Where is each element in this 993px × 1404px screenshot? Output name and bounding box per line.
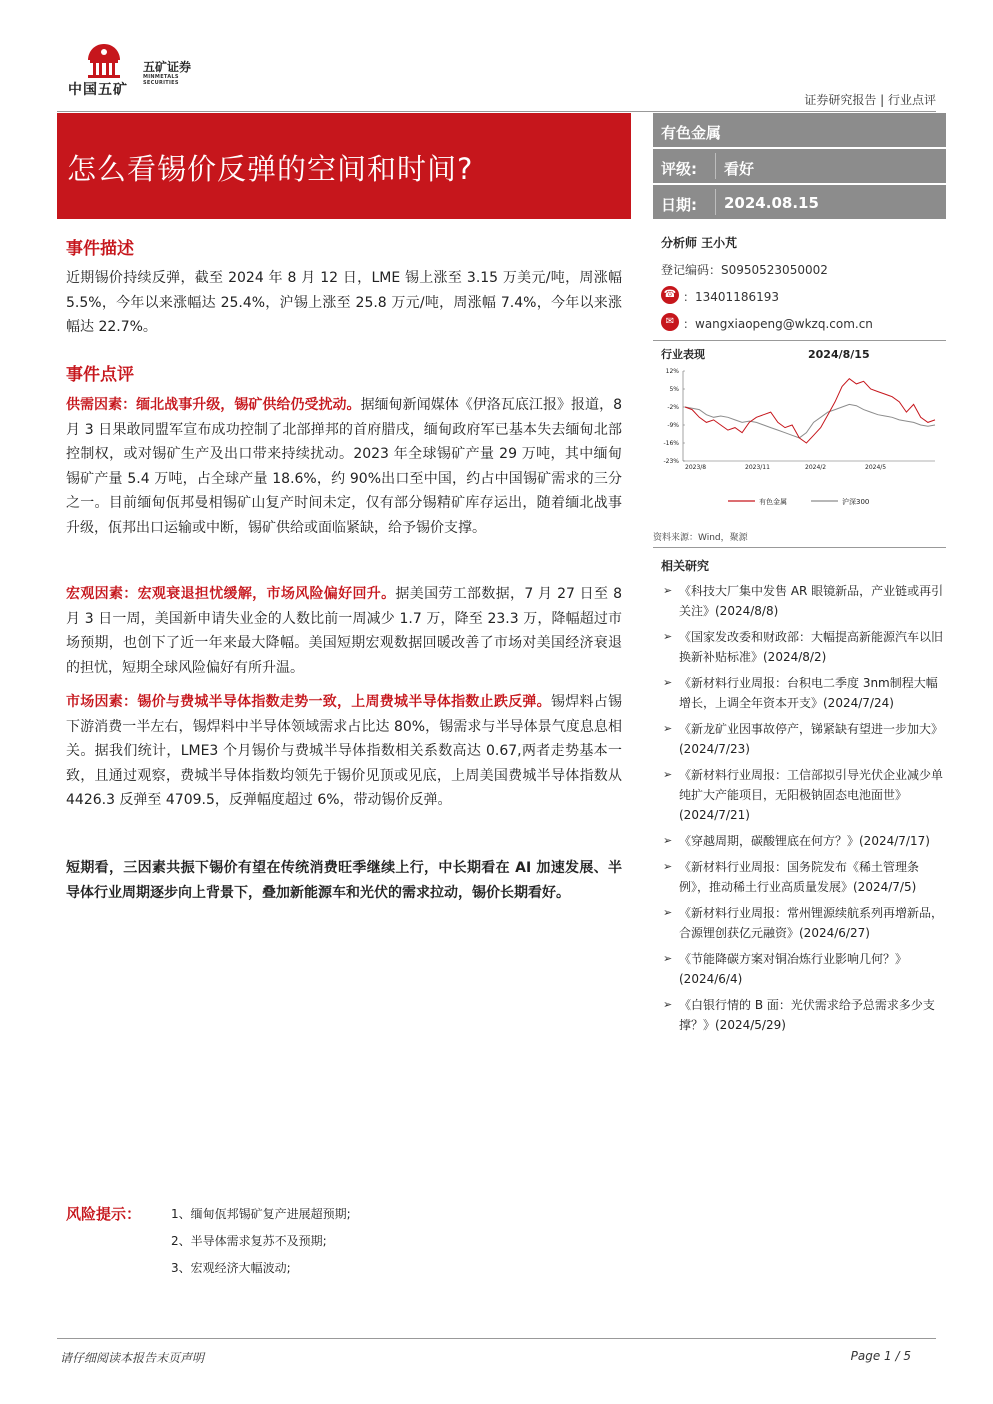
y-tick-label: -9% — [667, 422, 679, 429]
y-tick-label: 5% — [669, 386, 679, 393]
arrow-bullet-icon: ➢ — [663, 768, 673, 781]
series-line — [685, 404, 935, 438]
related-research-item[interactable] — [661, 831, 946, 851]
x-tick-label: 2023/8 — [685, 464, 707, 471]
related-research-item[interactable] — [661, 765, 946, 825]
rating-label: 评级: — [661, 160, 697, 178]
risk-item: 1、缅甸佤邦锡矿复产进展超预期; — [171, 1207, 351, 1221]
chart-date: 2024/8/15 — [808, 348, 870, 361]
page-title: 怎么看锡价反弹的空间和时间? — [67, 152, 474, 186]
event-text: 近期锡价持续反弹，截至 2024 年 8 月 12 日，LME 锡上涨至 3.15 万美元/吨，周涨幅 5.5%，今年以来涨幅达 25.4%，沪锡上涨至 25.8 万元/吨，周涨幅 7.4%，今年以来涨幅达 22.7%。 — [66, 270, 622, 335]
title-banner — [57, 113, 631, 219]
email-address[interactable]: wangxiaopeng@wkzq.com.cn — [695, 317, 873, 331]
phone-icon: ☎ — [661, 286, 679, 304]
arrow-bullet-icon: ➢ — [663, 584, 673, 597]
industry-row — [653, 113, 946, 147]
brand-name: 五矿证券 — [143, 60, 192, 74]
industry-performance-chart — [653, 343, 946, 533]
footer-divider — [57, 1338, 936, 1339]
x-tick-label: 2024/5 — [865, 464, 887, 471]
paragraph-body: 据缅甸新闻媒体《伊洛瓦底江报》报道，8 月 3 日果敢同盟军宣布成功控制了北部掸邦的首府腊戌，缅甸政府军已基本失去缅甸北部控制权，或对锡矿生产及出口带来持续扰动。2023 年全球锡矿产量 29 万吨，其中缅甸锡矿产量 5.4 万吨，占全球产量 18.6%，约 90%出口至中国，约占中国锡矿需求的三分之一。目前缅甸佤邦曼相锡矿山复产时间未定，仅有部分锡精矿库存运出，随着缅北战事升级，佤邦出口运输或中断，锡矿供给或面临紧缺，给予锡价支撑。 — [66, 397, 623, 536]
header-divider — [57, 111, 936, 112]
y-tick-label: -23% — [663, 458, 679, 465]
comment-paragraph-supply — [66, 393, 622, 540]
chart-title: 行业表现 — [661, 348, 705, 361]
related-research-title: 《国家发改委和财政部：大幅提高新能源汽车以旧换新补贴标准》(2024/8/2) — [679, 630, 944, 664]
legend-label: 沪深300 — [842, 498, 870, 506]
report-type: 证券研究报告 | 行业点评 — [804, 93, 936, 107]
related-research-item[interactable] — [661, 949, 946, 989]
arrow-bullet-icon: ➢ — [663, 998, 673, 1011]
related-research-title: 《白银行情的 B 面：光伏需求给予总需求多少支撑？》(2024/5/29) — [679, 998, 935, 1032]
rating-value: 看好 — [724, 160, 755, 178]
comment-heading: 事件点评 — [66, 365, 134, 385]
related-heading: 相关研究 — [661, 559, 710, 573]
chart-source: 资料来源：Wind，聚源 — [653, 533, 748, 543]
brand-name-en: MINMETALS SECURITIES — [143, 74, 179, 86]
related-research-list — [661, 581, 946, 1041]
related-research-item[interactable] — [661, 903, 946, 943]
analyst-registration: 登记编码：S0950523050002 — [661, 263, 828, 277]
date-label: 日期: — [661, 196, 697, 214]
related-research-item[interactable] — [661, 581, 946, 621]
related-research-item[interactable] — [661, 673, 946, 713]
paragraph-body: 据美国劳工部数据，7 月 27 日至 8 月 3 日一周，美国新申请失业金的人数比前一周减少 1.7 万，降至 23.3 万，降幅超过市场预期，也创下了近一年来最大降幅。美国短期宏观数据回暖改善了市场对美国经济衰退的担忧，短期全球风险偏好有所升温。 — [66, 586, 623, 676]
y-tick-label: -2% — [667, 404, 679, 411]
arrow-bullet-icon: ➢ — [663, 722, 673, 735]
comment-paragraph-macro — [66, 582, 622, 680]
email-prefix: ： — [683, 317, 696, 331]
page-number: Page 1 / 5 — [850, 1349, 911, 1363]
x-tick-label: 2024/2 — [805, 464, 827, 471]
meta-separator — [715, 153, 716, 179]
analyst-name: 分析师 王小芃 — [661, 236, 738, 250]
risk-heading: 风险提示： — [66, 1205, 142, 1223]
comment-conclusion: 短期看，三因素共振下锡价有望在传统消费旺季继续上行，中长期看在 AI 加速发展、半导体行业周期逐步向上背景下，叠加新能源车和光伏的需求拉动，锡价长期看好。 — [66, 860, 622, 901]
related-research-title: 《节能降碳方案对铜冶炼行业影响几何？》(2024/6/4) — [679, 952, 908, 986]
arrow-bullet-icon: ➢ — [663, 630, 673, 643]
related-research-item[interactable] — [661, 995, 946, 1035]
logo-text: 中国五矿 — [68, 82, 128, 98]
related-research-item[interactable] — [661, 719, 946, 759]
paragraph-lead: 供需因素：缅北战事升级，锡矿供给仍受扰动。 — [66, 397, 361, 413]
arrow-bullet-icon: ➢ — [663, 906, 673, 919]
related-research-title: 《新材料行业周报：国务院发布《稀土管理条例》，推动稀土行业高质量发展》(2024/7/5) — [679, 860, 920, 894]
comment-paragraph-market — [66, 690, 622, 813]
related-research-item[interactable] — [661, 857, 946, 897]
phone-number: 13401186193 — [695, 290, 779, 304]
meta-separator — [715, 189, 716, 215]
paragraph-lead: 市场因素：锡价与费城半导体指数走势一致，上周费城半导体指数止跌反弹。 — [66, 694, 551, 710]
rating-box — [653, 113, 946, 219]
date-row — [653, 185, 946, 219]
related-research-title: 《科技大厂集中发售 AR 眼镜新品，产业链或再引关注》(2024/8/8) — [679, 584, 944, 618]
related-research-title: 《新龙矿业因事故停产，锑紧缺有望进一步加大》(2024/7/23) — [679, 722, 944, 756]
related-research-title: 《新材料行业周报：台积电二季度 3nm制程大幅增长，上调全年资本开支》(2024/7/24) — [679, 676, 938, 710]
arrow-bullet-icon: ➢ — [663, 834, 673, 847]
footer-disclaimer: 请仔细阅读本报告末页声明 — [60, 1351, 205, 1365]
arrow-bullet-icon: ➢ — [663, 860, 673, 873]
y-tick-label: -16% — [663, 440, 679, 447]
paragraph-lead: 宏观因素：宏观衰退担忧缓解，市场风险偏好回升。 — [66, 586, 396, 602]
minmetals-logo-icon — [84, 42, 124, 78]
analyst-divider — [653, 340, 946, 341]
industry-label: 有色金属 — [661, 124, 722, 142]
y-tick-label: 12% — [665, 368, 679, 375]
related-research-title: 《新材料行业周报：常州锂源续航系列再增新品，合源锂创获亿元融资》(2024/6/27) — [679, 906, 944, 940]
date-value: 2024.08.15 — [724, 194, 819, 212]
phone-prefix: ： — [683, 290, 696, 304]
chart-divider — [653, 547, 946, 548]
x-tick-label: 2023/11 — [745, 464, 770, 471]
arrow-bullet-icon: ➢ — [663, 952, 673, 965]
company-logo — [66, 42, 216, 98]
related-research-title: 《穿越周期，碳酸锂底在何方？》(2024/7/17) — [679, 834, 930, 848]
arrow-bullet-icon: ➢ — [663, 676, 673, 689]
legend-label: 有色金属 — [759, 498, 787, 506]
related-research-title: 《新材料行业周报：工信部拟引导光伏企业减少单纯扩大产能项目，无阳极钠固态电池面世》(2024/7/21) — [679, 768, 944, 822]
rating-row — [653, 149, 946, 183]
paragraph-body: 锡焊料占锡下游消费一半左右，锡焊料中半导体领域需求占比达 80%，锡需求与半导体景气度息息相关。据我们统计，LME3 个月锡价与费城半导体指数相关系数高达 0.67,两者走势基本一致，且通过观察，费城半导体指数均领先于锡价见顶或见底，上周美国费城半导体指数从 4426.3 反弹至 4709.5，反弹幅度超过 6%，带动锡价反弹。 — [66, 694, 623, 808]
risk-item: 3、宏观经济大幅波动; — [171, 1261, 291, 1275]
event-heading: 事件描述 — [66, 239, 134, 259]
email-icon: ✉ — [661, 313, 679, 331]
series-line — [685, 379, 935, 443]
risk-item: 2、半导体需求复苏不及预期; — [171, 1234, 327, 1248]
related-research-item[interactable] — [661, 627, 946, 667]
